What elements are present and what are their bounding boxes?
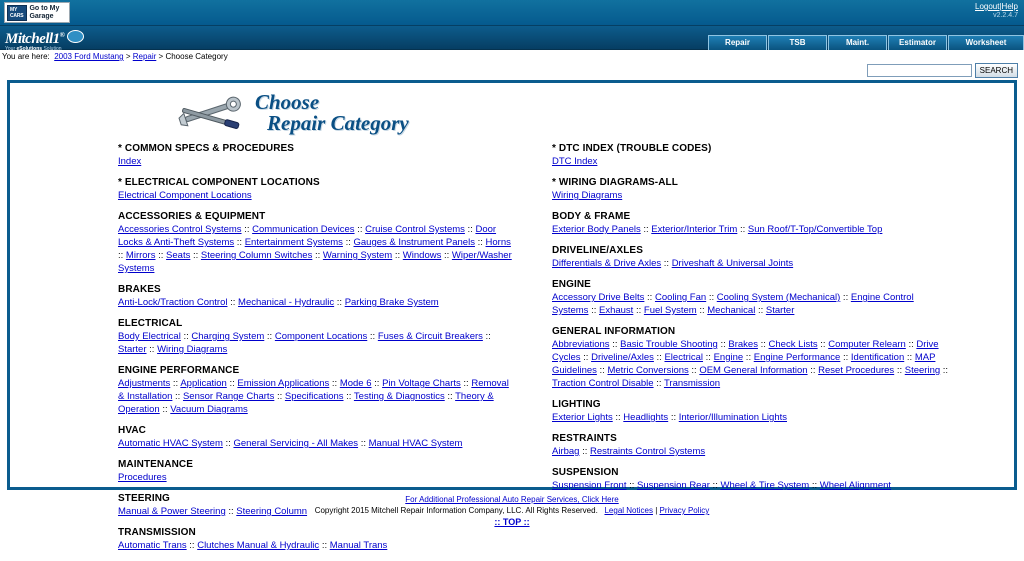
category-group [118,425,512,450]
category-link[interactable]: Procedures [118,472,167,483]
link-separator: :: [840,292,851,303]
category-link[interactable]: Wheel & Tire System [720,480,810,491]
category-link[interactable]: Sun Roof/T-Top/Convertible Top [747,224,883,235]
category-link-list [552,155,952,168]
category-link-list [118,377,512,416]
category-link-list [552,189,952,202]
category-link[interactable]: Adjustments [118,378,171,389]
category-link[interactable]: Suspension Rear [637,480,710,491]
category-link[interactable]: Seats [166,250,191,261]
category-link[interactable]: Starter [118,344,147,355]
category-link-list [552,411,952,424]
category-link[interactable]: Exterior/Interior Trim [651,224,738,235]
link-separator: :: [227,297,239,308]
search-input[interactable] [867,64,972,77]
category-link[interactable]: Automatic Trans [118,540,187,551]
category-heading: STEERING [118,493,170,504]
footer-divider: | [655,506,658,515]
category-link[interactable]: Interior/Illumination Lights [678,412,787,423]
link-separator: :: [329,378,340,389]
category-link[interactable]: Accessory Drive Belts [552,292,645,303]
link-separator: :: [709,480,721,491]
link-separator: :: [172,391,183,402]
category-group [118,459,512,484]
category-link[interactable]: Automatic HVAC System [118,438,223,449]
category-link[interactable]: Pin Voltage Charts [382,378,461,389]
category-link-list [118,296,512,309]
category-link[interactable]: Communication Devices [252,224,355,235]
category-link[interactable]: Component Locations [274,331,368,342]
link-separator: :: [653,378,664,389]
category-link[interactable]: Exterior Lights [552,412,613,423]
category-link[interactable]: Horns [485,237,511,248]
link-separator: :: [817,339,829,350]
link-separator: :: [840,352,851,363]
back-to-top-link[interactable]: :: TOP :: [494,517,530,527]
help-link[interactable]: Help [1001,2,1018,11]
category-link[interactable]: Wiring Diagrams [157,344,228,355]
logo-bubble-icon [67,30,84,43]
link-separator: :: [668,412,679,423]
privacy-policy-link[interactable]: Privacy Policy [659,506,710,515]
category-link[interactable]: Mode 6 [339,378,372,389]
category-link-list [552,479,952,492]
tab-worksheet[interactable]: Worksheet [948,35,1024,50]
link-separator: :: [342,237,354,248]
link-separator: :: [371,378,383,389]
category-heading: HVAC [118,425,146,436]
link-separator: :: [696,305,708,316]
category-link[interactable]: DTC Index [552,156,598,167]
category-link[interactable]: Warning System [322,250,393,261]
link-separator: :: [596,365,608,376]
category-link[interactable]: Headlights [623,412,669,423]
category-link-list [118,223,512,275]
category-link[interactable]: Check Lists [768,339,818,350]
category-group [118,365,512,416]
link-separator: :: [688,365,700,376]
category-link[interactable]: Airbag [552,446,580,457]
link-separator: :: [264,331,275,342]
tagline-pre: Your [5,46,17,53]
category-link[interactable]: Theory & Operation [118,391,494,415]
category-group [118,211,512,275]
link-separator: :: [717,339,729,350]
category-link[interactable]: Mechanical [707,305,756,316]
category-group [118,143,512,168]
link-separator: :: [743,352,754,363]
link-separator: :: [241,224,253,235]
page-title [255,92,409,134]
link-separator: :: [159,404,171,415]
category-link-list [552,223,952,236]
category-heading: RESTRAINTS [552,433,617,444]
category-link[interactable]: Clutches Manual & Hydraulic [197,540,320,551]
link-separator: :: [626,480,638,491]
link-separator: :: [146,344,158,355]
category-link[interactable]: Charging System [191,331,265,342]
link-separator: :: [737,224,748,235]
category-link[interactable]: Computer Relearn [828,339,906,350]
legal-notices-link[interactable]: Legal Notices [604,506,653,515]
category-link[interactable]: Electrical [664,352,704,363]
tagline-post: Solution [42,46,62,53]
category-link[interactable]: Cooling System (Mechanical) [716,292,841,303]
category-link[interactable]: Sensor Range Charts [182,391,275,402]
link-separator: :: [234,237,245,248]
category-link[interactable]: Door Locks & Anti-Theft Systems [118,224,497,248]
my-cars-logo: MY CARS [7,5,27,21]
category-link-list [552,257,952,270]
link-separator: :: [809,480,820,491]
category-link[interactable]: Mechanical - Hydraulic [238,297,335,308]
category-link[interactable]: Application [180,378,227,389]
my-garage-label: Go to My Garage [29,4,60,20]
link-separator: :: [661,258,672,269]
category-link-list [118,330,512,356]
breadcrumb-vehicle[interactable]: 2003 Ford Mustang [54,52,124,61]
category-heading: * DTC INDEX (TROUBLE CODES) [552,143,712,154]
category-link[interactable]: Transmission [663,378,721,389]
category-link[interactable]: Parking Brake System [344,297,439,308]
category-link[interactable]: Anti-Lock/Traction Control [118,297,228,308]
category-link[interactable]: Exhaust [599,305,634,316]
category-heading: ELECTRICAL [118,318,183,329]
category-link[interactable]: Manual HVAC System [368,438,463,449]
category-heading: BODY & FRAME [552,211,631,222]
category-link[interactable]: Specifications [284,391,344,402]
link-separator: :: [367,331,378,342]
link-separator: :: [460,378,472,389]
link-separator: :: [118,250,126,261]
category-link[interactable]: Identification [850,352,905,363]
professional-services-link[interactable]: For Additional Professional Auto Repair Services, Click Here [405,495,619,504]
link-separator: :: [358,438,369,449]
page-title-line1: Choose [255,90,320,114]
link-separator: :: [706,292,717,303]
category-link[interactable]: Wiring Diagrams [552,190,623,201]
category-link-list [118,437,512,450]
category-link[interactable]: Traction Control Disable [552,378,654,389]
top-right-links [975,2,1018,20]
category-heading: * WIRING DIAGRAMS-ALL [552,177,678,188]
category-link[interactable]: Wheel Alignment [819,480,892,491]
category-link[interactable]: Drive Cycles [552,339,939,363]
link-separator: :: [579,446,591,457]
category-link[interactable]: Steering Column [236,506,308,517]
link-separator: :: [155,250,167,261]
link-separator: :: [474,237,486,248]
category-group [552,467,1014,492]
link-separator: :: [609,339,621,350]
copyright-text: Copyright 2015 Mitchell Repair Information Company, LLC. All Rights Reserved. [314,506,598,515]
category-link[interactable]: Index [118,156,142,167]
tagline-bold: eSolutions [16,46,43,53]
breadcrumb [0,50,1024,63]
link-separator: :: [894,365,905,376]
category-link[interactable]: Driveshaft & Universal Joints [671,258,794,269]
category-link-list [552,445,952,458]
registered-mark: ® [59,31,65,39]
category-group [552,177,1014,202]
category-group [118,318,512,356]
category-heading: ACCESSORIES & EQUIPMENT [118,211,266,222]
link-separator: :: [319,540,330,551]
category-group [118,284,512,309]
link-separator: :: [757,339,769,350]
page-title-line2: Repair Category [267,111,409,135]
breadcrumb-sep-1: > [125,52,131,61]
brand-name: Mitchell1 [5,31,60,47]
category-heading: LIGHTING [552,399,601,410]
category-link-list [118,155,512,168]
category-heading: MAINTENANCE [118,459,193,470]
link-separator: :: [274,391,285,402]
category-link[interactable]: Reset Procedures [818,365,895,376]
logout-link[interactable]: Logout [975,2,1000,11]
link-separator: :: [807,365,819,376]
category-link[interactable]: Engine [713,352,744,363]
category-group [552,143,1014,168]
brand-nav-bar [0,26,1024,53]
category-group [552,433,1014,458]
link-separator: :: [343,391,354,402]
category-group [118,527,512,552]
links-divider: | [999,2,1002,11]
category-link[interactable]: Differentials & Drive Axles [552,258,662,269]
category-heading: TRANSMISSION [118,527,196,538]
page-footer [7,494,1017,528]
category-link[interactable]: Gauges & Instrument Panels [353,237,475,248]
category-group [552,245,1014,270]
breadcrumb-sep-2: > [158,52,164,61]
wrench-screwdriver-icon [175,91,247,135]
category-link[interactable]: Manual & Power Steering [118,506,226,517]
category-link-list [552,338,952,390]
mitchell1-logo [5,28,84,52]
category-heading: DRIVELINE/AXLES [552,245,643,256]
link-separator: :: [905,339,917,350]
link-separator: :: [612,412,624,423]
link-separator: :: [444,391,456,402]
category-link[interactable]: Steering [904,365,941,376]
category-link[interactable]: Exterior Body Panels [552,224,641,235]
link-separator: :: [392,250,403,261]
search-bar [0,63,1024,81]
tab-tsb[interactable]: TSB [768,35,827,50]
category-heading: ENGINE [552,279,591,290]
page-title-area [10,83,1014,135]
link-separator: :: [644,292,655,303]
category-heading: * COMMON SPECS & PROCEDURES [118,143,295,154]
tab-estimator[interactable]: Estimator [888,35,947,50]
category-heading: BRAKES [118,284,161,295]
category-link[interactable]: Electrical Component Locations [118,190,252,201]
category-link[interactable]: Basic Trouble Shooting [620,339,718,350]
link-separator: :: [354,224,366,235]
link-separator: :: [703,352,714,363]
link-separator: :: [334,297,345,308]
category-link[interactable]: Wiper/Washer Systems [118,250,512,274]
category-link[interactable]: Engine Control Systems [552,292,914,316]
category-link[interactable]: MAP Guidelines [552,352,936,376]
link-separator: :: [653,352,665,363]
link-separator: :: [640,224,652,235]
category-heading: SUSPENSION [552,467,619,478]
category-link[interactable]: Manual Trans [329,540,388,551]
breadcrumb-repair[interactable]: Repair [132,52,157,61]
link-separator: :: [904,352,915,363]
category-link[interactable]: Body Electrical [118,331,181,342]
category-link[interactable]: Abbreviations [552,339,610,350]
category-link-list [552,291,952,317]
category-link[interactable]: Emission Applications [237,378,330,389]
category-heading: ENGINE PERFORMANCE [118,365,240,376]
category-group [118,177,512,202]
link-separator: :: [226,378,238,389]
category-link[interactable]: Fuel System [643,305,697,316]
category-link[interactable]: OEM General Information [699,365,808,376]
category-link[interactable]: Fuses & Circuit Breakers [377,331,483,342]
category-link[interactable]: Cruise Control Systems [365,224,465,235]
category-link[interactable]: Restraints Control Systems [590,446,706,457]
link-separator: :: [482,331,491,342]
link-separator: :: [940,365,949,376]
search-button[interactable]: SEARCH [975,63,1018,78]
category-link[interactable]: Removal & Installation [118,378,509,402]
category-heading: * ELECTRICAL COMPONENT LOCATIONS [118,177,320,188]
link-separator: :: [225,506,237,517]
version-label: v2.2.4.7 [993,12,1018,19]
link-separator: :: [441,250,452,261]
link-separator: :: [633,305,644,316]
category-link[interactable]: General Servicing - All Makes [233,438,359,449]
category-link-list [118,539,512,552]
tab-maint[interactable]: Maint. [828,35,887,50]
link-separator: :: [580,352,592,363]
category-link-list [118,471,512,484]
link-separator: :: [312,250,323,261]
category-link[interactable]: Starter [765,305,795,316]
breadcrumb-current: Choose Category [165,52,228,61]
main-nav-tabs [707,26,1024,50]
link-separator: :: [464,224,476,235]
top-bar [0,0,1024,26]
link-separator: :: [755,305,766,316]
category-group [552,279,1014,317]
category-link[interactable]: Steering Column Switches [200,250,313,261]
category-link[interactable]: Brakes [728,339,758,350]
link-separator: :: [190,250,201,261]
category-link[interactable]: Engine Performance [753,352,841,363]
category-heading: GENERAL INFORMATION [552,326,676,337]
category-group [552,399,1014,424]
category-group [552,326,1014,390]
link-separator: :: [588,305,599,316]
my-garage-button[interactable] [4,2,70,23]
category-link[interactable]: Testing & Diagnostics [353,391,445,402]
category-link[interactable]: Accessories Control Systems [118,224,242,235]
breadcrumb-prefix: You are here: [2,52,50,61]
link-separator: :: [170,378,181,389]
category-link[interactable]: Suspension Front [552,480,627,491]
category-link-list [118,189,512,202]
category-group [552,211,1014,236]
tab-repair[interactable]: Repair [708,35,767,50]
link-separator: :: [186,540,198,551]
category-link[interactable]: Vacuum Diagrams [170,404,248,415]
category-link[interactable]: Driveline/Axles [591,352,654,363]
link-separator: :: [222,438,234,449]
category-link[interactable]: Cooling Fan [654,292,707,303]
category-link[interactable]: Metric Conversions [607,365,689,376]
category-link[interactable]: Mirrors [125,250,156,261]
link-separator: :: [180,331,192,342]
category-link[interactable]: Entertainment Systems [244,237,343,248]
category-link[interactable]: Windows [402,250,442,261]
